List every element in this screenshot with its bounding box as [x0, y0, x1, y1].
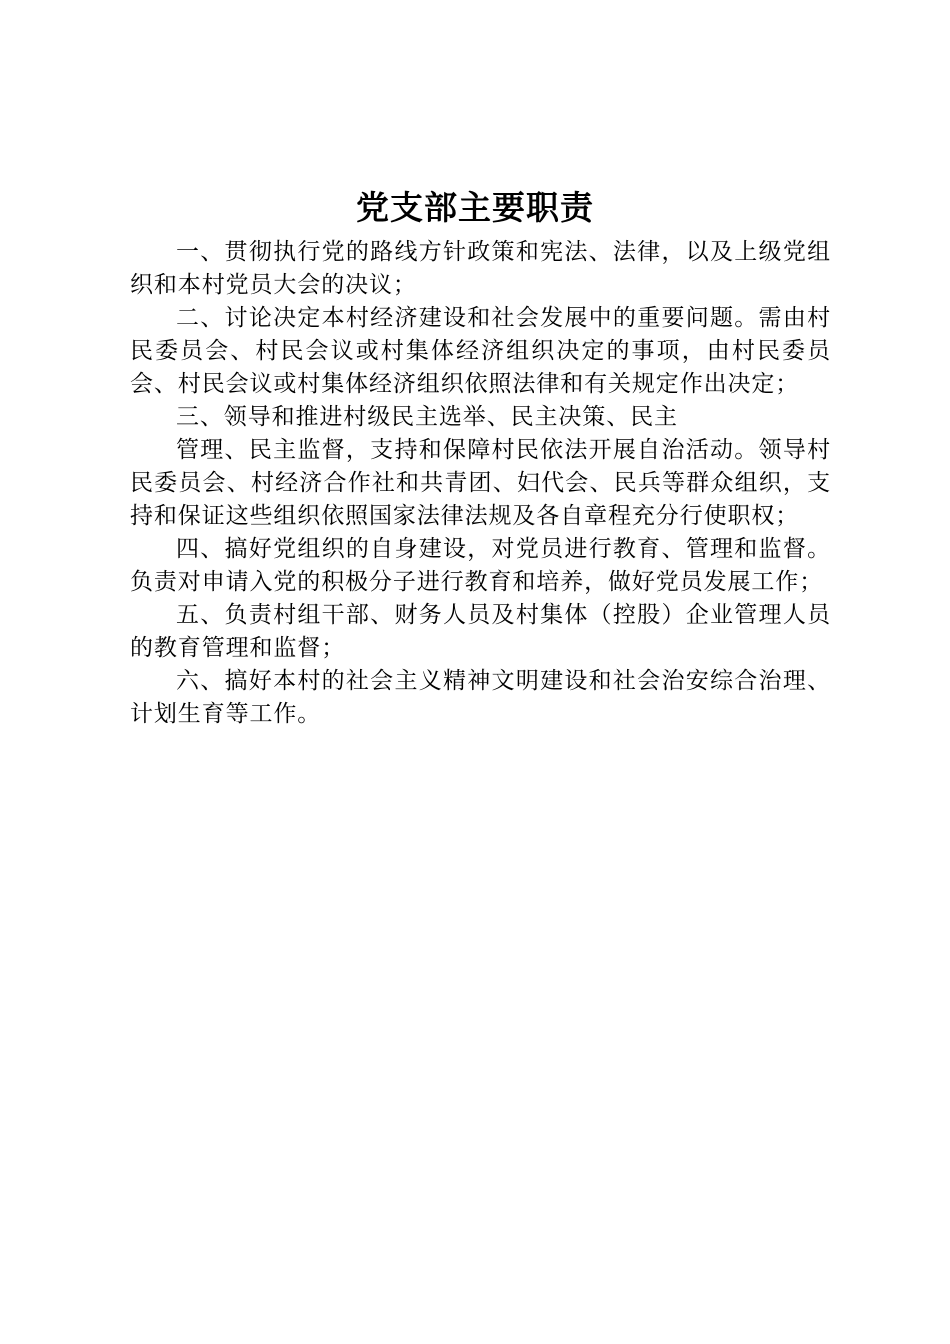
paragraph-6: 五、负责村组干部、财务人员及村集体（控股）企业管理人员的教育管理和监督； [130, 602, 831, 661]
paragraph-2: 二、讨论决定本村经济建设和社会发展中的重要问题。需由村民委员会、村民会议或村集体经济组织决定的事项，由村民委员会、村民会议或村集体经济组织依照法律和有关规定作出决定； [130, 305, 831, 397]
paragraph-1: 一、贯彻执行党的路线方针政策和宪法、法律，以及上级党组织和本村党员大会的决议； [130, 239, 831, 298]
document-title: 党支部主要职责 [356, 188, 594, 227]
paragraph-3: 三、领导和推进村级民主选举、民主决策、民主 [176, 404, 678, 430]
paragraph-5: 四、搞好党组织的自身建设，对党员进行教育、管理和监督。负责对申请入党的积极分子进行教育和培养，做好党员发展工作； [130, 536, 831, 595]
paragraph-4: 管理、民主监督，支持和保障村民依法开展自治活动。领导村民委员会、村经济合作社和共青团、妇代会、民兵等群众组织，支持和保证这些组织依照国家法律法规及各自章程充分行使职权； [130, 437, 831, 529]
paragraph-7: 六、搞好本村的社会主义精神文明建设和社会治安综合治理、计划生育等工作。 [130, 668, 831, 727]
document-body [130, 236, 831, 731]
